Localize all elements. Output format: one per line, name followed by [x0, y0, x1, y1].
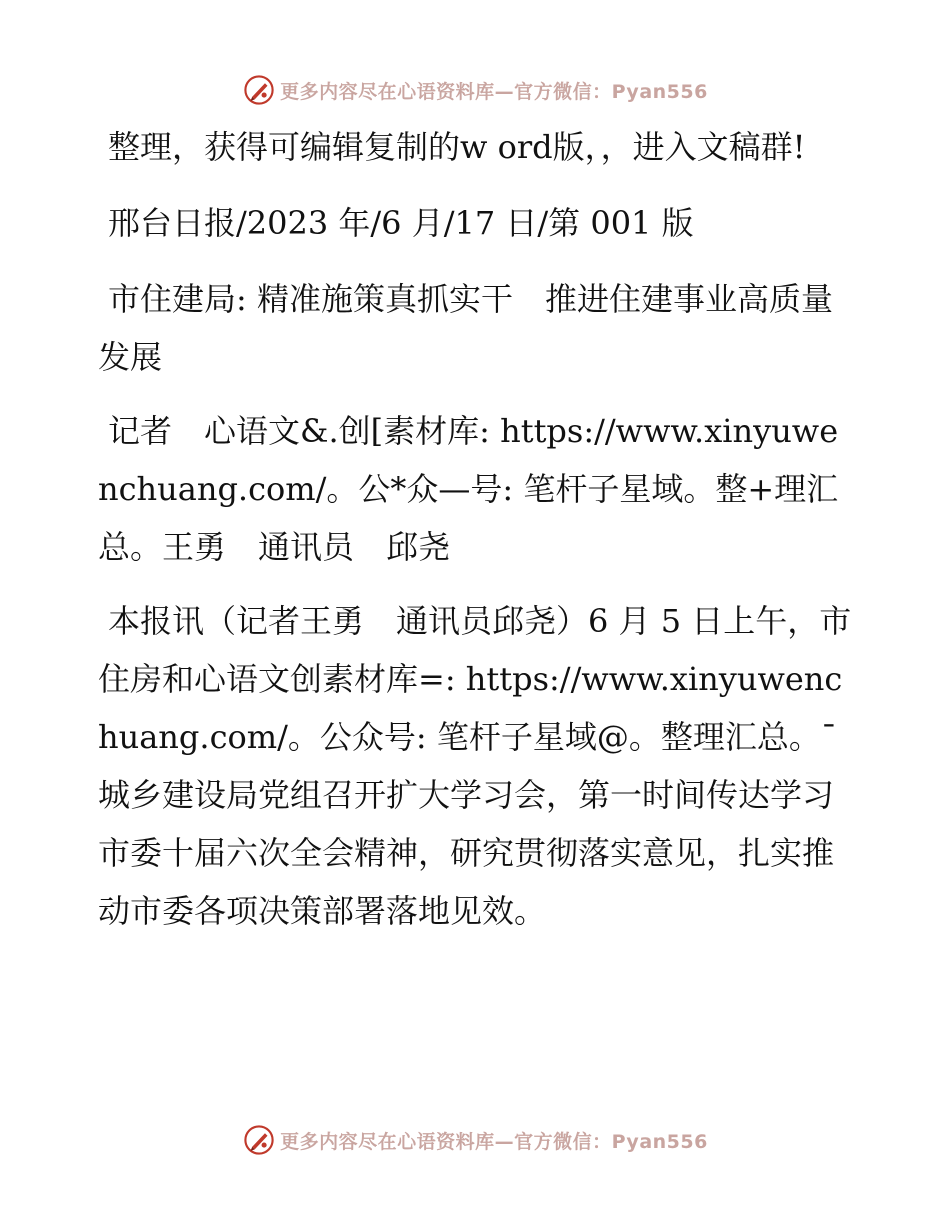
byline: 记者 心语文&.创[素材库: https://www.xinyuwenchuang.com/。公*众—号: 笔杆子星域。整+理汇总。王勇 通讯员 邱尧 [98, 412, 839, 566]
headline: 市住建局: 精准施策真抓实干 推进住建事业高质量发展 [98, 280, 833, 376]
pen-logo-icon [242, 1123, 276, 1157]
pen-logo-icon [242, 73, 276, 107]
intro-paragraph: 整理，获得可编辑复制的w ord版，，进入文稿群! [108, 128, 806, 166]
watermark-banner-bottom [0, 1120, 950, 1160]
watermark-text: 更多内容尽在心语资料库—官方微信：Pyan556 [280, 80, 708, 103]
body-paragraph: 本报讯（记者王勇 通讯员邱尧）6 月 5 日上午，市住房和心语文创素材库=: https://www.xinyuwenchuang.com/。公众号: 笔杆子星域@。整理汇总。¯城乡建设局党组召开扩大学习会，第一时间传达学习市委十届六次全会精神，研究贯彻落实意见，扎实推动市委各项决策部署落地见效。 [98, 602, 852, 930]
source-line: 邢台日报/2023 年/6 月/17 日/第 001 版 [108, 204, 694, 242]
document-body [98, 118, 858, 940]
watermark-banner-top [0, 70, 950, 110]
watermark-text: 更多内容尽在心语资料库—官方微信：Pyan556 [280, 1130, 708, 1153]
